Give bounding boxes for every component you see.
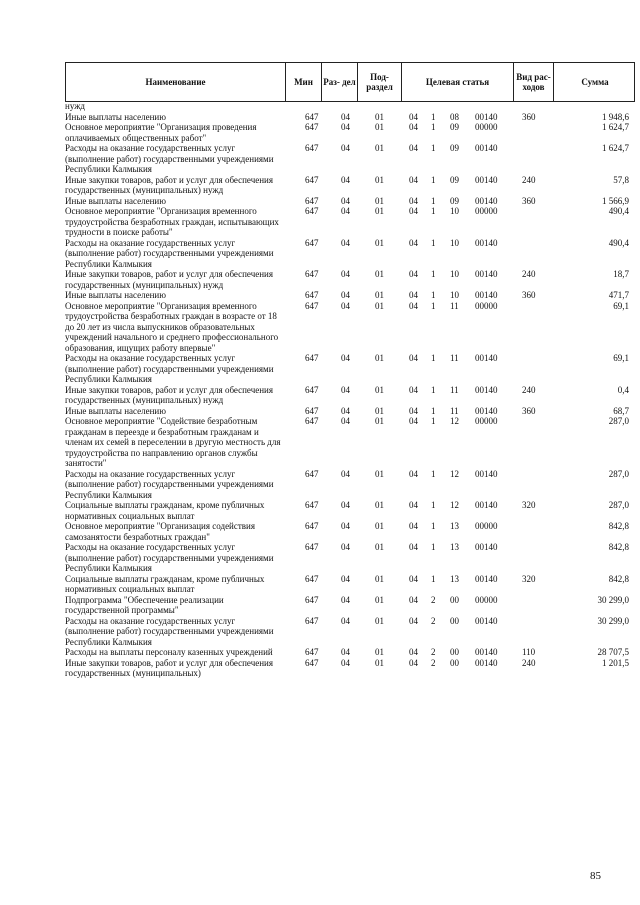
cell-min: 647 — [305, 405, 319, 416]
row-name: Основное мероприятие "Организация содействия самозанятости безработных граждан" — [65, 521, 256, 542]
row-name: Основное мероприятие "Организация временного трудоустройства безработных граждан, испытывающих трудности в поиске работы" — [65, 206, 279, 237]
cell-cs2: 2 — [431, 647, 436, 657]
table-row — [65, 122, 635, 143]
cell-sum: 1 201,5 — [602, 657, 629, 668]
table-row — [65, 416, 635, 469]
table-row — [65, 647, 635, 658]
cell-min: 647 — [305, 468, 319, 479]
table-row — [65, 290, 635, 301]
cell-podrazdel: 01 — [375, 143, 384, 153]
cell-cs1: 04 — [409, 594, 418, 605]
cell-cs4: 00140 — [475, 237, 498, 248]
header-podrazdel: Под- раздел — [358, 63, 402, 101]
cell-min: 647 — [305, 573, 319, 584]
cell-cs4: 00140 — [475, 195, 498, 206]
table-row — [65, 406, 635, 417]
cell-cs1: 04 — [409, 500, 418, 510]
row-name: Иные закупки товаров, работ и услуг для обеспечения государственных (муниципальных) нужд — [65, 384, 273, 405]
row-name: Расходы на оказание государственных услуг (выполнение работ) государственными учреждениями Республики Калмыкия — [65, 542, 274, 573]
cell-sum: 287,0 — [608, 468, 629, 479]
table-row — [65, 301, 635, 354]
cell-cs3: 11 — [450, 300, 459, 311]
cell-cs4: 00140 — [475, 269, 498, 279]
cell-min: 647 — [305, 615, 319, 626]
cell-min: 647 — [305, 500, 319, 510]
cell-vid: 110 — [522, 647, 536, 657]
cell-cs4: 00140 — [475, 542, 498, 552]
cell-min: 647 — [305, 206, 319, 216]
row-name: Иные выплаты населению — [65, 111, 166, 122]
cell-min: 647 — [305, 290, 319, 300]
cell-podrazdel: 01 — [375, 647, 384, 657]
cell-razdel: 04 — [341, 384, 350, 395]
cell-cs2: 1 — [431, 500, 436, 510]
cell-sum: 30 299,0 — [597, 615, 629, 626]
cell-min: 647 — [305, 143, 319, 153]
cell-cs1: 04 — [409, 405, 418, 416]
cell-min: 647 — [305, 657, 319, 668]
cell-cs4: 00000 — [475, 416, 498, 426]
cell-razdel: 04 — [341, 269, 350, 279]
cell-podrazdel: 01 — [375, 353, 384, 363]
table-row — [65, 469, 635, 501]
row-name: Социальные выплаты гражданам, кроме публичных нормативных социальных выплат — [65, 500, 265, 521]
cell-cs4: 00000 — [475, 122, 498, 132]
cell-vid: 240 — [522, 269, 536, 279]
cell-podrazdel: 01 — [375, 300, 384, 311]
row-name: Иные закупки товаров, работ и услуг для обеспечения государственных (муниципальных) — [65, 657, 273, 678]
cell-cs3: 10 — [450, 237, 459, 248]
cell-min: 647 — [305, 111, 319, 122]
cell-cs2: 1 — [431, 521, 436, 531]
cell-cs1: 04 — [409, 237, 418, 248]
cell-cs3: 11 — [450, 353, 459, 363]
cell-cs1: 04 — [409, 542, 418, 552]
cell-cs1: 04 — [409, 521, 418, 531]
cell-cs2: 1 — [431, 143, 436, 153]
cell-cs4: 00140 — [475, 468, 498, 479]
table-row — [65, 353, 635, 385]
cell-cs3: 11 — [450, 384, 459, 395]
cell-cs2: 1 — [431, 195, 436, 206]
cell-cs2: 2 — [431, 657, 436, 668]
cell-cs2: 1 — [431, 290, 436, 300]
header-target: Целевая статья — [402, 63, 514, 101]
cell-sum: 69,1 — [613, 353, 629, 363]
cell-cs2: 1 — [431, 300, 436, 311]
cell-cs4: 00140 — [475, 657, 498, 668]
cell-cs1: 04 — [409, 657, 418, 668]
cell-cs2: 2 — [431, 615, 436, 626]
table-row — [65, 206, 635, 238]
cell-cs2: 2 — [431, 594, 436, 605]
cell-sum: 287,0 — [608, 416, 629, 426]
row-name: Расходы на оказание государственных услуг (выполнение работ) государственными учреждениями Республики Калмыкия — [65, 237, 274, 269]
cell-cs3: 09 — [450, 122, 459, 132]
cell-min: 647 — [305, 521, 319, 531]
cell-min: 647 — [305, 300, 319, 311]
cell-cs4: 00140 — [475, 573, 498, 584]
cell-cs4: 00140 — [475, 647, 498, 657]
cell-cs3: 13 — [450, 542, 459, 552]
cell-sum: 842,8 — [608, 542, 629, 552]
row-name: Основное мероприятие "Организация временного трудоустройства безработных граждан в возрасте от 18 до 20 лет из числа выпускников образовательных учреждений начального и среднего профессионального образования, ищущих работу впервые" — [65, 300, 279, 353]
cell-cs4: 00000 — [475, 300, 498, 311]
cell-min: 647 — [305, 384, 319, 395]
cell-podrazdel: 01 — [375, 195, 384, 206]
cell-cs2: 1 — [431, 122, 436, 132]
cell-podrazdel: 01 — [375, 500, 384, 510]
cell-podrazdel: 01 — [375, 111, 384, 122]
cell-min: 647 — [305, 237, 319, 248]
cell-cs2: 1 — [431, 468, 436, 479]
cell-razdel: 04 — [341, 353, 350, 363]
cell-razdel: 04 — [341, 500, 350, 510]
cell-cs1: 04 — [409, 122, 418, 132]
cell-min: 647 — [305, 353, 319, 363]
row-name: Расходы на оказание государственных услуг (выполнение работ) государственными учреждениями Республики Калмыкия — [65, 353, 274, 384]
row-name: Расходы на оказание государственных услуг (выполнение работ) государственными учреждениями Республики Калмыкия — [65, 143, 274, 174]
cell-cs1: 04 — [409, 290, 418, 300]
cell-vid: 320 — [522, 573, 536, 584]
cell-cs1: 04 — [409, 111, 418, 122]
cell-cs3: 10 — [450, 206, 459, 216]
cell-cs3: 00 — [450, 647, 459, 657]
cell-vid: 240 — [522, 384, 536, 395]
cell-podrazdel: 01 — [375, 615, 384, 626]
table-row — [65, 595, 635, 616]
cell-cs1: 04 — [409, 300, 418, 311]
table-row — [65, 112, 635, 123]
cell-podrazdel: 01 — [375, 468, 384, 479]
cell-sum: 471,7 — [608, 290, 629, 300]
cell-podrazdel: 01 — [375, 657, 384, 668]
cell-podrazdel: 01 — [375, 237, 384, 248]
cell-cs3: 09 — [450, 195, 459, 206]
cell-cs3: 10 — [450, 290, 459, 300]
cell-razdel: 04 — [341, 195, 350, 206]
cell-sum: 69,1 — [613, 300, 629, 311]
table-row — [65, 238, 635, 270]
row-name: Социальные выплаты гражданам, кроме публичных нормативных социальных выплат — [65, 573, 265, 594]
table-row — [65, 175, 635, 196]
cell-min: 647 — [305, 647, 319, 657]
cell-cs2: 1 — [431, 353, 436, 363]
cell-cs1: 04 — [409, 615, 418, 626]
page-number: 85 — [590, 870, 601, 882]
cell-cs4: 00140 — [475, 384, 498, 395]
cell-cs4: 00140 — [475, 143, 498, 153]
cell-cs1: 04 — [409, 269, 418, 279]
cell-razdel: 04 — [341, 174, 350, 185]
cell-vid: 240 — [522, 174, 536, 185]
cell-cs4: 00140 — [475, 353, 498, 363]
cell-razdel: 04 — [341, 647, 350, 657]
row-name: Иные выплаты населению — [65, 405, 166, 416]
cell-razdel: 04 — [341, 521, 350, 531]
cell-vid: 240 — [522, 657, 536, 668]
cell-podrazdel: 01 — [375, 122, 384, 132]
cell-sum: 28 707,5 — [597, 647, 629, 657]
cell-cs3: 09 — [450, 174, 459, 185]
header-name: Наименование — [66, 63, 286, 101]
cell-cs1: 04 — [409, 647, 418, 657]
cell-cs4: 00140 — [475, 174, 498, 185]
cell-sum: 842,8 — [608, 521, 629, 531]
cell-cs4: 00000 — [475, 594, 498, 605]
cell-cs3: 00 — [450, 657, 459, 668]
table-row — [65, 385, 635, 406]
cell-cs2: 1 — [431, 384, 436, 395]
cell-sum: 842,8 — [608, 573, 629, 584]
cell-cs1: 04 — [409, 416, 418, 426]
cell-razdel: 04 — [341, 405, 350, 416]
cell-sum: 287,0 — [608, 500, 629, 510]
cell-razdel: 04 — [341, 594, 350, 605]
cell-podrazdel: 01 — [375, 573, 384, 584]
cell-cs2: 1 — [431, 542, 436, 552]
cell-razdel: 04 — [341, 206, 350, 216]
cell-cs3: 09 — [450, 143, 459, 153]
cell-cs3: 12 — [450, 500, 459, 510]
cell-cs4: 00140 — [475, 111, 498, 122]
cell-cs1: 04 — [409, 384, 418, 395]
cell-cs4: 00140 — [475, 405, 498, 416]
cell-sum: 57,8 — [613, 174, 629, 185]
row-name: Основное мероприятие "Содействие безработным гражданам в переезде и безработным гражданам и членам их семей в переселении в другую местность для трудоустройства по направлению органов службы занятости" — [65, 416, 281, 468]
cell-cs2: 1 — [431, 269, 436, 279]
cell-vid: 320 — [522, 500, 536, 510]
cell-sum: 1 624,7 — [602, 122, 629, 132]
cell-vid: 360 — [522, 290, 536, 300]
row-name: Расходы на оказание государственных услуг (выполнение работ) государственными учреждениями Республики Калмыкия — [65, 615, 274, 647]
cell-cs1: 04 — [409, 206, 418, 216]
cell-vid: 360 — [522, 195, 536, 206]
cell-min: 647 — [305, 542, 319, 552]
cell-cs3: 08 — [450, 111, 459, 122]
cell-podrazdel: 01 — [375, 416, 384, 426]
cell-podrazdel: 01 — [375, 290, 384, 300]
cell-cs3: 00 — [450, 594, 459, 605]
cell-cs1: 04 — [409, 195, 418, 206]
cell-cs3: 13 — [450, 573, 459, 584]
cell-cs4: 00140 — [475, 290, 498, 300]
cell-podrazdel: 01 — [375, 269, 384, 279]
cell-cs2: 1 — [431, 111, 436, 122]
table-row — [65, 101, 635, 112]
cell-cs1: 04 — [409, 573, 418, 584]
cell-cs2: 1 — [431, 573, 436, 584]
cell-min: 647 — [305, 594, 319, 605]
cell-razdel: 04 — [341, 416, 350, 426]
cell-cs4: 00140 — [475, 615, 498, 626]
cell-min: 647 — [305, 122, 319, 132]
cell-razdel: 04 — [341, 122, 350, 132]
cell-podrazdel: 01 — [375, 521, 384, 531]
cell-cs2: 1 — [431, 174, 436, 185]
cell-sum: 30 299,0 — [597, 594, 629, 605]
header-sum: Сумма — [581, 77, 609, 87]
cell-sum: 68,7 — [613, 405, 629, 416]
cell-vid: 360 — [522, 405, 536, 416]
cell-sum: 1 566,9 — [602, 195, 629, 206]
table-header — [65, 62, 635, 102]
cell-vid: 360 — [522, 111, 536, 122]
table-row — [65, 196, 635, 207]
cell-podrazdel: 01 — [375, 594, 384, 605]
header-vid: Вид рас- ходов — [514, 63, 554, 101]
cell-razdel: 04 — [341, 111, 350, 122]
row-name: Подпрограмма "Обеспечение реализации государственной программы" — [65, 594, 224, 615]
cell-sum: 490,4 — [608, 206, 629, 216]
cell-cs3: 13 — [450, 521, 459, 531]
table-row — [65, 500, 635, 521]
cell-min: 647 — [305, 416, 319, 426]
cell-cs2: 1 — [431, 405, 436, 416]
cell-razdel: 04 — [341, 237, 350, 248]
cell-podrazdel: 01 — [375, 542, 384, 552]
cell-cs4: 00000 — [475, 206, 498, 216]
cell-cs2: 1 — [431, 416, 436, 426]
header-razdel: Раз- дел — [322, 63, 358, 101]
cell-min: 647 — [305, 195, 319, 206]
cell-podrazdel: 01 — [375, 405, 384, 416]
row-name: Основное мероприятие "Организация проведения оплачиваемых общественных работ" — [65, 122, 257, 143]
cell-cs1: 04 — [409, 353, 418, 363]
cell-cs2: 1 — [431, 206, 436, 216]
row-name: нужд — [65, 101, 85, 111]
cell-razdel: 04 — [341, 290, 350, 300]
cell-podrazdel: 01 — [375, 384, 384, 395]
cell-razdel: 04 — [341, 657, 350, 668]
header-min: Мин — [286, 63, 322, 101]
cell-cs3: 12 — [450, 468, 459, 479]
cell-podrazdel: 01 — [375, 206, 384, 216]
table-row — [65, 616, 635, 648]
row-name: Иные выплаты населению — [65, 290, 166, 300]
table-row — [65, 143, 635, 175]
table-row — [65, 574, 635, 595]
cell-cs1: 04 — [409, 468, 418, 479]
cell-cs1: 04 — [409, 143, 418, 153]
table-row — [65, 542, 635, 574]
cell-sum: 18,7 — [613, 269, 629, 279]
cell-min: 647 — [305, 269, 319, 279]
table-row — [65, 658, 635, 679]
cell-razdel: 04 — [341, 615, 350, 626]
cell-cs4: 00140 — [475, 500, 498, 510]
cell-cs1: 04 — [409, 174, 418, 185]
row-name: Иные закупки товаров, работ и услуг для обеспечения государственных (муниципальных) нужд — [65, 174, 273, 195]
cell-sum: 1 624,7 — [602, 143, 629, 153]
table-body — [65, 101, 635, 679]
cell-sum: 0,4 — [617, 384, 629, 395]
row-name: Иные выплаты населению — [65, 195, 166, 206]
cell-sum: 1 948,6 — [602, 111, 629, 122]
row-name: Расходы на выплаты персоналу казенных учреждений — [65, 647, 273, 657]
table-row — [65, 269, 635, 290]
cell-sum: 490,4 — [608, 237, 629, 248]
table-row — [65, 521, 635, 542]
cell-cs2: 1 — [431, 237, 436, 248]
cell-cs3: 10 — [450, 269, 459, 279]
cell-razdel: 04 — [341, 143, 350, 153]
cell-cs3: 12 — [450, 416, 459, 426]
cell-razdel: 04 — [341, 542, 350, 552]
cell-razdel: 04 — [341, 300, 350, 311]
cell-razdel: 04 — [341, 468, 350, 479]
cell-cs4: 00000 — [475, 521, 498, 531]
cell-cs3: 00 — [450, 615, 459, 626]
cell-podrazdel: 01 — [375, 174, 384, 185]
cell-min: 647 — [305, 174, 319, 185]
row-name: Расходы на оказание государственных услуг (выполнение работ) государственными учреждениями Республики Калмыкия — [65, 468, 274, 500]
cell-razdel: 04 — [341, 573, 350, 584]
row-name: Иные закупки товаров, работ и услуг для обеспечения государственных (муниципальных) нужд — [65, 269, 273, 290]
cell-cs3: 11 — [450, 405, 459, 416]
